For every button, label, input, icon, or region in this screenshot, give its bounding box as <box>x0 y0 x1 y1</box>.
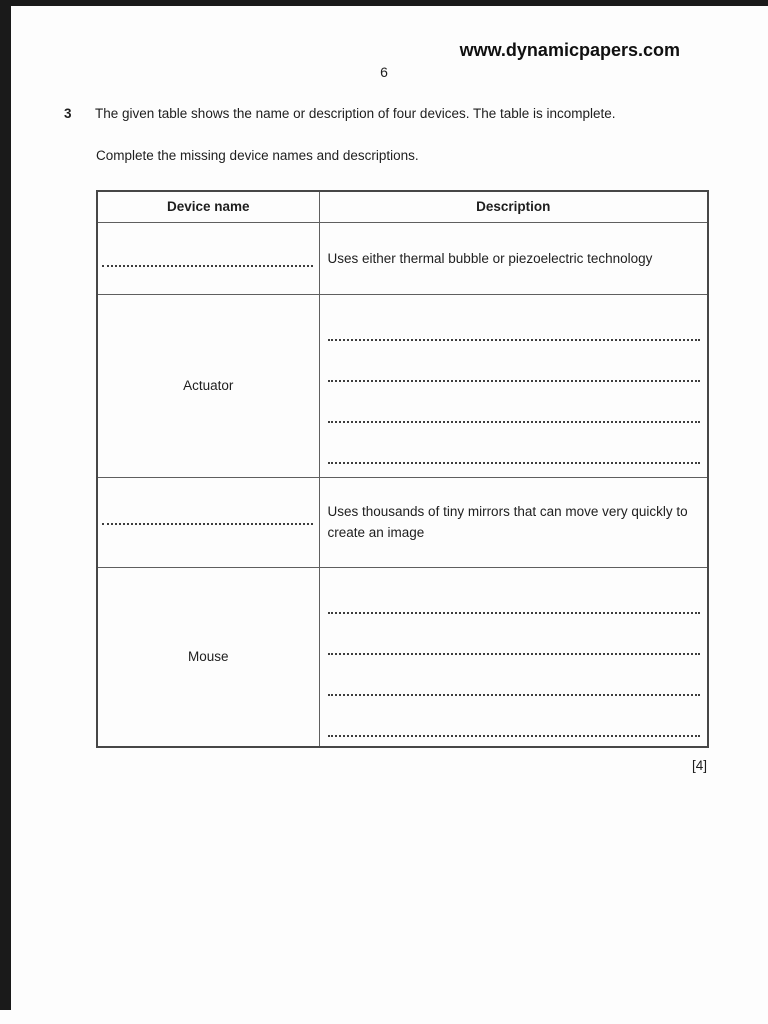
description-text: Uses either thermal bubble or piezoelectric technology <box>327 250 653 266</box>
question-text: The given table shows the name or description of four devices. The table is incomplete. <box>95 106 616 121</box>
question-line <box>64 106 724 121</box>
table-row <box>97 294 708 477</box>
answer-blank-description-line <box>328 655 701 696</box>
description-text: Uses thousands of tiny mirrors that can move very quickly to create an image <box>327 504 688 540</box>
answer-blank-description-line <box>328 573 701 614</box>
answer-blank-description-line <box>328 382 701 423</box>
description-cell <box>319 477 708 567</box>
answer-blank-description-line <box>328 614 701 655</box>
page-number: 6 <box>380 64 388 80</box>
device-table <box>96 190 709 748</box>
answer-blank-description-line <box>328 341 701 382</box>
scan-edge-top <box>0 0 768 6</box>
column-header-device-name: Device name <box>97 191 319 222</box>
answer-blank-description-line <box>328 696 701 737</box>
marks-badge: [4] <box>691 758 707 773</box>
description-cell <box>319 567 708 747</box>
description-cell <box>319 222 708 294</box>
scan-edge-left <box>0 0 11 1010</box>
device-name-text: Actuator <box>183 378 234 393</box>
instruction-text: Complete the missing device names and descriptions. <box>96 148 419 163</box>
device-name-cell <box>97 567 319 747</box>
question-number: 3 <box>64 106 72 121</box>
table-header-row <box>97 191 708 222</box>
table-row <box>97 477 708 567</box>
watermark-url: www.dynamicpapers.com <box>459 40 680 60</box>
table-row <box>97 567 708 747</box>
device-name-cell <box>97 222 319 294</box>
device-name-cell <box>97 294 319 477</box>
column-header-description: Description <box>319 191 708 222</box>
answer-blank-description-line <box>328 423 701 464</box>
device-name-text: Mouse <box>187 649 229 665</box>
answer-blank-device-name <box>102 265 313 267</box>
answer-blank-description-line <box>328 300 701 341</box>
answer-blank-device-name <box>102 523 313 525</box>
table-row <box>97 222 708 294</box>
description-cell <box>319 294 708 477</box>
device-name-cell <box>97 477 319 567</box>
